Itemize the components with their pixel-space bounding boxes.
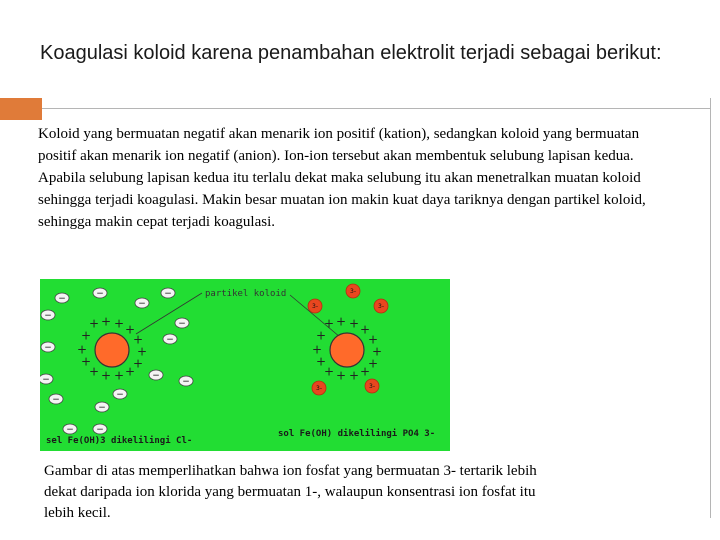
chloride-sign: − [182, 377, 190, 387]
adsorbed-cation: + [359, 322, 371, 337]
chloride-sign: − [152, 371, 160, 381]
adsorbed-cation: + [136, 344, 148, 359]
adsorbed-cation: + [335, 368, 347, 383]
particle-label: partikel koloid [205, 289, 287, 299]
adsorbed-cation: + [367, 356, 379, 371]
chloride-sign: − [44, 343, 52, 353]
adsorbed-cation: + [311, 342, 323, 357]
adsorbed-cation: + [124, 322, 136, 337]
coagulation-figure [40, 279, 450, 451]
chloride-sign: − [52, 395, 60, 405]
colloid-particle [330, 333, 364, 367]
chloride-sign: − [164, 289, 172, 299]
adsorbed-cation: + [132, 356, 144, 371]
right-divider [710, 98, 711, 518]
chloride-sign: − [166, 335, 174, 345]
caption-right: sol Fe(OH) dikelilingi PO4 3- [278, 429, 436, 439]
title-accent-bar [0, 98, 42, 120]
chloride-sign: − [116, 390, 124, 400]
chloride-sign: − [96, 289, 104, 299]
adsorbed-cation: + [367, 332, 379, 347]
adsorbed-cation: + [88, 364, 100, 379]
caption-left: sel Fe(OH)3 dikelilingi Cl- [46, 436, 193, 446]
phosphate-charge: 3- [350, 288, 356, 295]
chloride-sign: − [138, 299, 146, 309]
chloride-sign: − [58, 294, 66, 304]
colloid-particle [95, 333, 129, 367]
adsorbed-cation: + [132, 332, 144, 347]
adsorbed-cation: + [348, 368, 360, 383]
right-colloid-group [308, 284, 388, 395]
adsorbed-cation: + [100, 368, 112, 383]
figure-description: Gambar di atas memperlihatkan bahwa ion fosfat yang bermuatan 3- tertarik lebih dekat daripada ion klorida yang bermuatan 1-, walaupun konsentrasi ion fosfat itu lebih kecil. [44, 463, 537, 521]
explanation-paragraph: Koloid yang bermuatan negatif akan menarik ion positif (kation), sedangkan koloid yang bermuatan positif akan menarik ion negatif (anion). Ion-ion tersebut akan membentuk selubung lapisan kedua. Apabila selubung lapisan kedua itu terlalu dekat maka selubung itu akan menetralkan muatan koloid sehingga terjadi koagulasi. Makin besar muatan ion makin kuat daya tariknya dengan partikel koloid, sehingga makin cepat terjadi koagulasi. [38, 126, 646, 230]
adsorbed-cation: + [124, 364, 136, 379]
adsorbed-cation: + [315, 328, 327, 343]
adsorbed-cation: + [88, 316, 100, 331]
adsorbed-cation: + [315, 354, 327, 369]
phosphate-charge: 3- [369, 383, 375, 390]
adsorbed-cation: + [100, 314, 112, 329]
adsorbed-cation: + [348, 316, 360, 331]
title-divider [42, 108, 710, 109]
adsorbed-cation: + [335, 314, 347, 329]
chloride-sign: − [66, 425, 74, 435]
adsorbed-cation: + [76, 342, 88, 357]
slide-title: Koagulasi koloid karena penambahan elektrolit terjadi sebagai berikut: [40, 42, 662, 64]
adsorbed-cation: + [359, 364, 371, 379]
phosphate-charge: 3- [316, 385, 322, 392]
adsorbed-cation: + [113, 368, 125, 383]
adsorbed-cation: + [113, 316, 125, 331]
chloride-sign: − [44, 311, 52, 321]
chloride-sign: − [96, 425, 104, 435]
adsorbed-cation: + [323, 364, 335, 379]
coagulation-diagram [40, 279, 450, 451]
phosphate-charge: 3- [378, 303, 384, 310]
chloride-sign: − [178, 319, 186, 329]
left-colloid-group [40, 288, 193, 435]
phosphate-charge: 3- [312, 303, 318, 310]
adsorbed-cation: + [80, 328, 92, 343]
chloride-sign: − [42, 375, 50, 385]
chloride-sign: − [98, 403, 106, 413]
adsorbed-cation: + [371, 344, 383, 359]
adsorbed-cation: + [80, 354, 92, 369]
adsorbed-cation: + [323, 316, 335, 331]
